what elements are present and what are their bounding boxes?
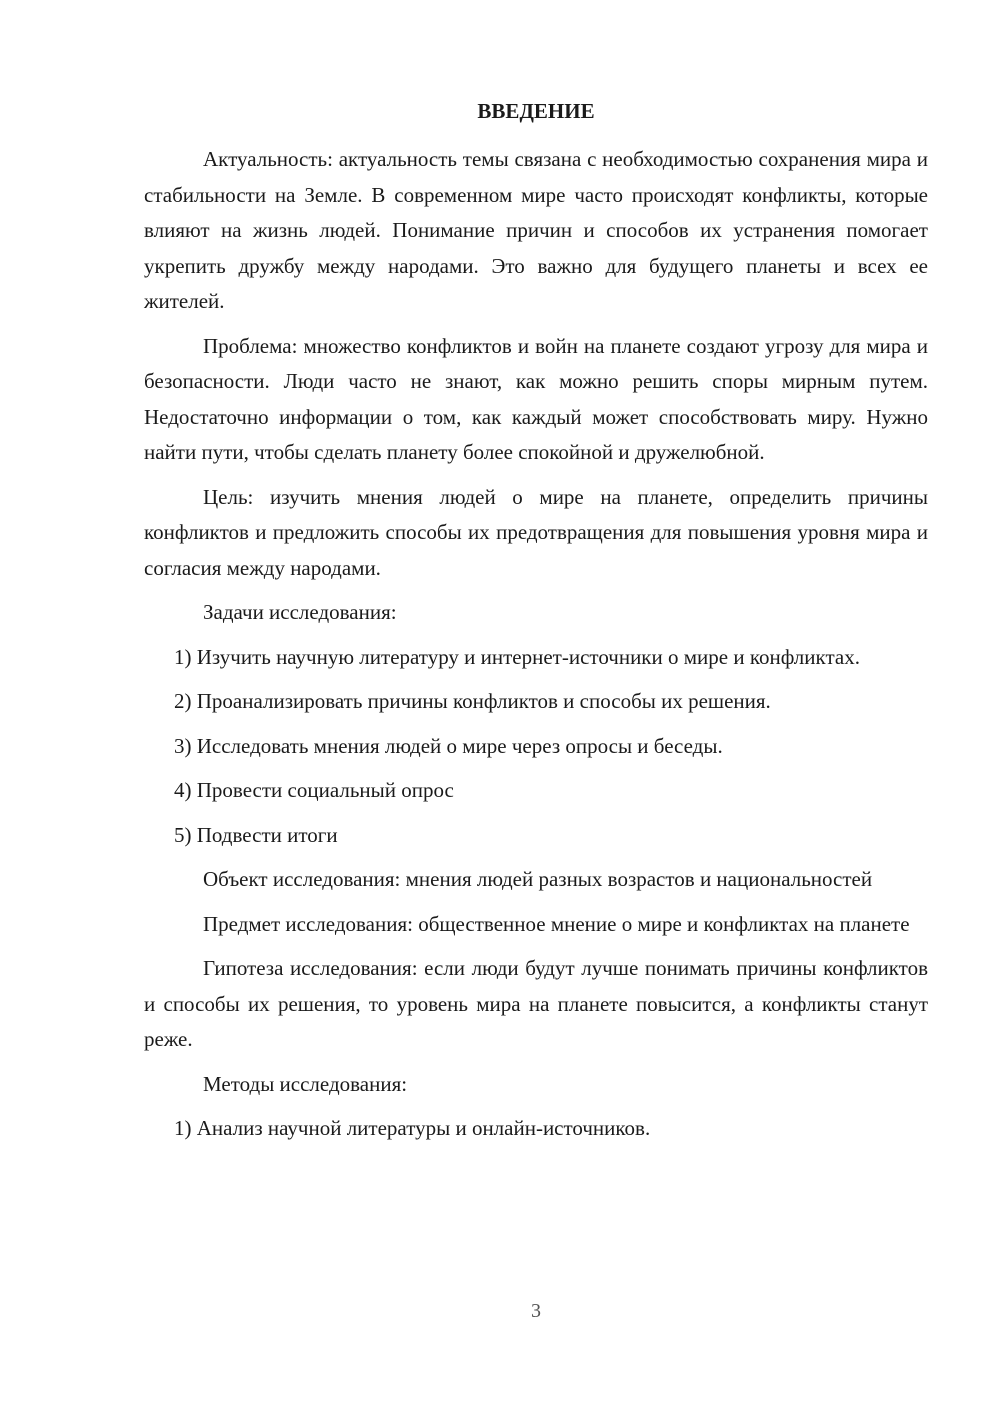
task-item-2: 2) Проанализировать причины конфликтов и способы их решения. (174, 689, 771, 713)
paragraph-hypothesis: Гипотеза исследования: если люди будут лучше понимать причины конфликтов и способы их решения, то уровень мира на планете повысится, а конфликты станут реже. (144, 956, 928, 1051)
method-item-1: 1) Анализ научной литературы и онлайн-источников. (174, 1116, 651, 1140)
page-number: 3 (531, 1300, 541, 1322)
tasks-heading: Задачи исследования: (203, 600, 397, 624)
paragraph-relevance: Актуальность: актуальность темы связана с необходимостью сохранения мира и стабильности на Земле. В современном мире часто происходят конфликты, которые влияют на жизнь людей. Понимание причин и способов их устранения помогает укрепить дружбу между народами. Это важно для будущего планеты и всех ее жителей. (144, 147, 928, 313)
document-body (144, 142, 928, 1156)
task-item-5: 5) Подвести итоги (174, 822, 338, 847)
methods-heading: Методы исследования: (203, 1071, 408, 1096)
task-item-3: 3) Исследовать мнения людей о мире через опросы и беседы. (174, 733, 723, 758)
page-title: ВВЕДЕНИЕ (477, 99, 595, 123)
paragraph-goal: Цель: изучить мнения людей о мире на планете, определить причины конфликтов и предложить способы их предотвращения для повышения уровня мира и согласия между народами. (144, 484, 928, 580)
task-item-1: 1) Изучить научную литературу и интернет-источники о мире и конфликтах. (174, 644, 860, 669)
task-item-4: 4) Провести социальный опрос (174, 778, 454, 802)
paragraph-subject: Предмет исследования: общественное мнение о мире и конфликтах на планете (203, 911, 910, 936)
paragraph-object: Объект исследования: мнения людей разных возрастов и национальностей (203, 867, 873, 891)
paragraph-problem: Проблема: множество конфликтов и войн на планете создают угрозу для мира и безопасности. Люди часто не знают, как можно решить споры мирным путем. Недостаточно информации о том, как каждый может способствовать миру. Нужно найти пути, чтобы сделать планету более спокойной и дружелюбной. (144, 333, 928, 464)
